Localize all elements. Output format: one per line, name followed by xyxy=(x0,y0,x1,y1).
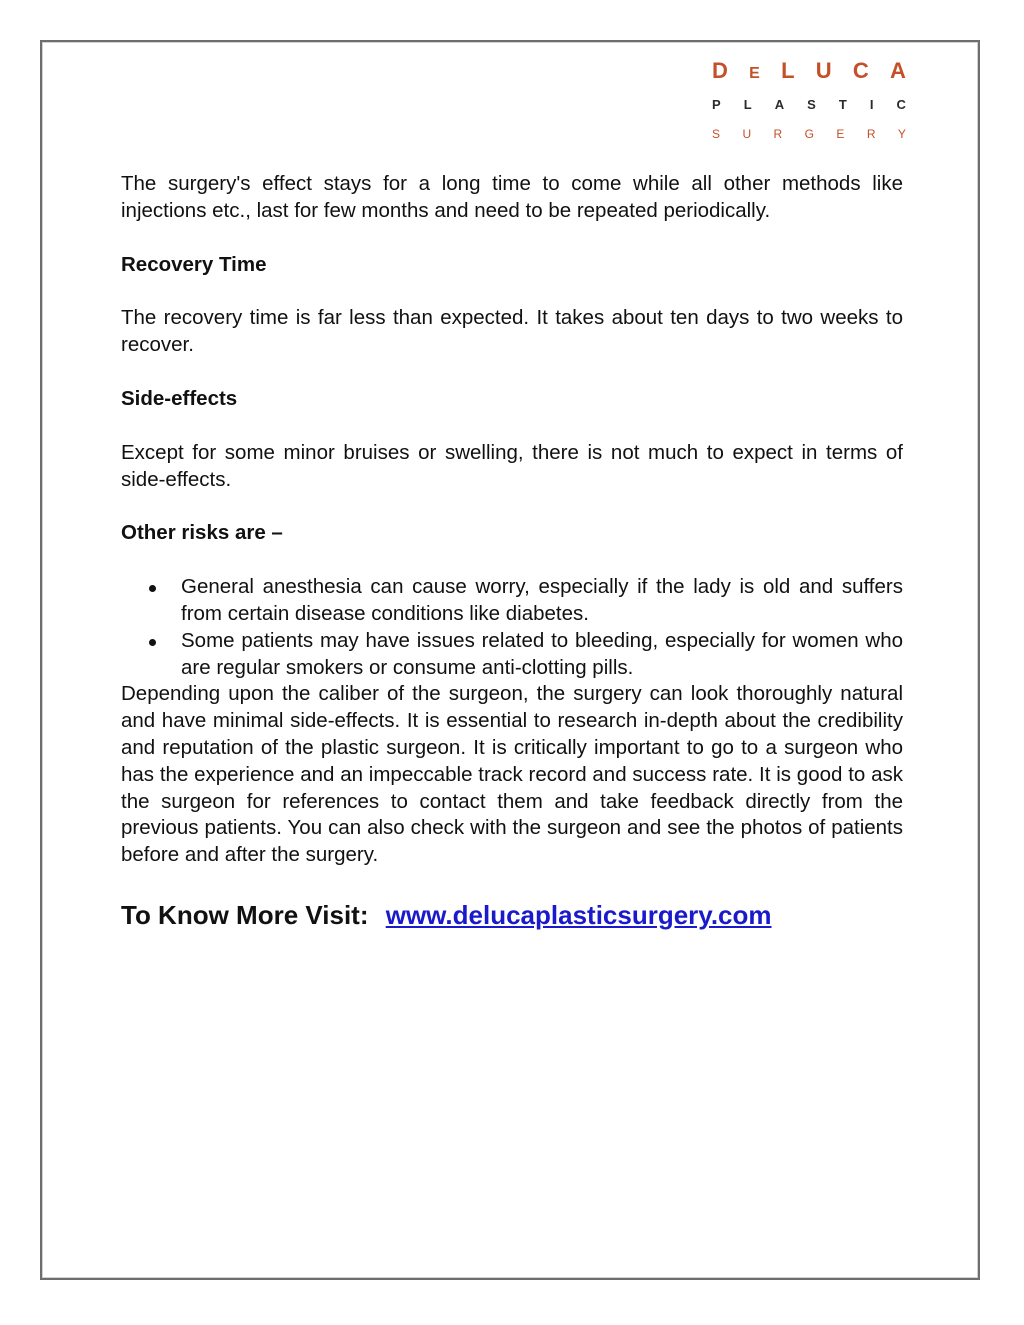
website-link[interactable]: www.delucaplasticsurgery.com xyxy=(385,899,772,930)
logo-letter: U xyxy=(742,127,752,141)
logo-letter: L xyxy=(781,58,795,83)
logo-letter: S xyxy=(807,97,816,112)
closing-paragraph: Depending upon the caliber of the surgeon, the surgery can look thoroughly natural and have minimal side-effects. It is essential to research in-depth about the credibility and reputation of the plastic surgeon. It is critically important to go to a surgeon who has the experience and an impeccable track record and success rate. It is good to ask the surgeon for references to contact them and take feedback directly from the previous patients. You can also check with the surgeon and see the photos of patients before and after the surgery. xyxy=(121,682,903,867)
logo-letter: T xyxy=(838,97,847,112)
risks-list xyxy=(121,574,903,681)
logo-letter: A xyxy=(890,58,906,83)
logo-letter: E xyxy=(749,65,760,82)
logo-letter: L xyxy=(743,97,752,112)
logo-letter: U xyxy=(815,58,832,83)
logo-letter: C xyxy=(896,97,906,112)
recovery-heading: Recovery Time xyxy=(121,252,267,276)
bullet-icon xyxy=(149,639,156,646)
bullet-icon xyxy=(149,585,156,592)
side-effects-heading: Side-effects xyxy=(121,386,238,410)
risk-text: Some patients may have issues related to bleeding, especially for women who are regular smokers or consume anti-clotting pills. xyxy=(181,628,903,679)
logo-letter: Y xyxy=(897,127,906,141)
logo-letter: G xyxy=(804,127,814,141)
side-effects-paragraph: Except for some minor bruises or swelling, there is not much to expect in terms of side-effects. xyxy=(121,440,903,491)
logo-letter: S xyxy=(712,127,721,141)
logo-surgery-line xyxy=(712,128,906,140)
intro-paragraph: The surgery's effect stays for a long time to come while all other methods like injections etc., last for few months and need to be repeated periodically. xyxy=(121,172,903,222)
logo-plastic-line xyxy=(712,98,906,111)
risk-text: General anesthesia can cause worry, especially if the lady is old and suffers from certain disease conditions like diabetes. xyxy=(181,575,903,625)
logo-letter: P xyxy=(712,97,721,112)
logo-letter: R xyxy=(866,127,876,141)
cta-label: To Know More Visit: xyxy=(121,899,369,930)
logo-letter: E xyxy=(836,127,845,141)
deluca-logo xyxy=(712,60,906,140)
risks-heading: Other risks are – xyxy=(121,521,283,545)
logo-letter: C xyxy=(852,58,869,83)
logo-letter: D xyxy=(712,58,728,83)
call-to-action xyxy=(121,899,903,931)
logo-brand-line xyxy=(712,60,906,86)
logo-letter: I xyxy=(869,97,874,112)
document-body xyxy=(121,171,903,931)
recovery-paragraph: The recovery time is far less than expected. It takes about ten days to two weeks to recover. xyxy=(121,306,903,357)
logo-letter: R xyxy=(773,127,783,141)
list-item xyxy=(121,574,903,628)
logo-letter: A xyxy=(774,97,785,112)
list-item xyxy=(121,628,903,682)
